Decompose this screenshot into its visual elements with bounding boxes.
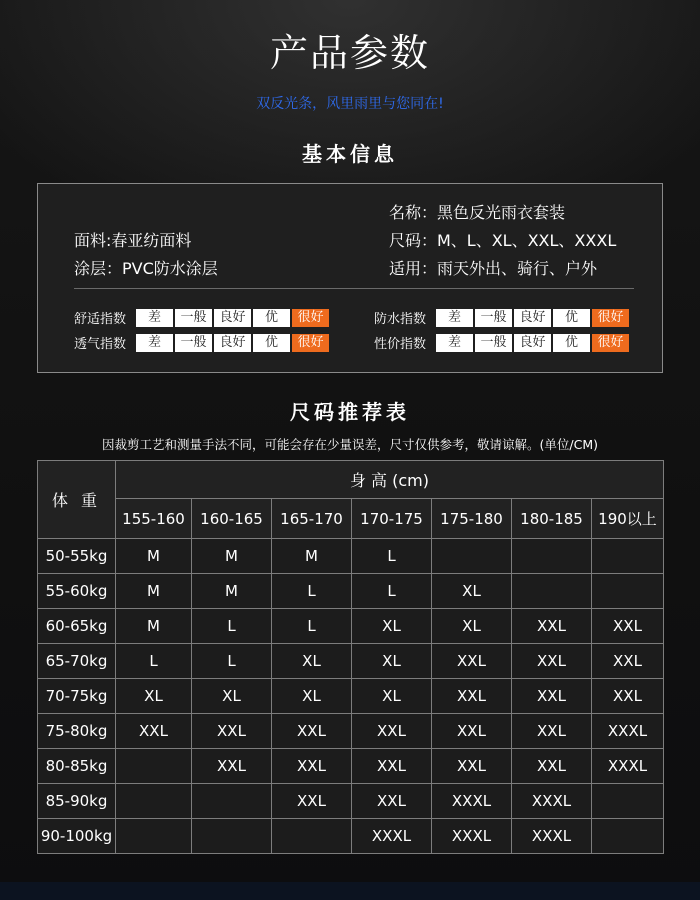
index-option: 一般 (475, 309, 512, 327)
table-row (38, 574, 664, 609)
weight-cell: 70-75kg (38, 679, 116, 714)
index-row-value (374, 333, 629, 352)
size-cell (592, 539, 664, 574)
size-cell: XXL (512, 679, 592, 714)
index-label: 透气指数 (74, 337, 127, 352)
size-cell: XXXL (592, 749, 664, 784)
weight-cell: 55-60kg (38, 574, 116, 609)
size-cell: XXXL (512, 784, 592, 819)
size-cell: XXXL (432, 819, 512, 854)
weight-cell: 90-100kg (38, 819, 116, 854)
size-cell: XXL (432, 714, 512, 749)
size-cell: XXL (512, 609, 592, 644)
size-cell: XL (352, 644, 432, 679)
size-cell (116, 749, 192, 784)
index-option-selected: 很好 (592, 309, 629, 327)
size-cell (592, 819, 664, 854)
size-cell: L (352, 574, 432, 609)
size-chart-note: 因裁剪工艺和测量手法不同，可能会存在少量误差，尺寸仅供参考，敬请谅解。(单位/CM) (102, 437, 598, 452)
table-row (38, 749, 664, 784)
size-cell: M (192, 574, 272, 609)
size-cell: XXL (272, 714, 352, 749)
weight-cell: 60-65kg (38, 609, 116, 644)
size-cell (116, 819, 192, 854)
size-cell: XL (116, 679, 192, 714)
size-cell: M (272, 539, 352, 574)
bottom-bar (0, 882, 700, 900)
index-option: 差 (436, 309, 473, 327)
product-coating: 涂层：PVC防水涂层 (74, 259, 218, 278)
product-name: 名称：黑色反光雨衣套装 (389, 203, 566, 222)
page-subtitle: 双反光条，风里雨里与您同在! (256, 96, 444, 112)
index-scale (136, 334, 329, 352)
size-cell: M (116, 539, 192, 574)
index-option: 良好 (214, 309, 251, 327)
size-cell (192, 819, 272, 854)
size-cell: XXL (432, 749, 512, 784)
table-row (38, 539, 664, 574)
index-option-selected: 很好 (292, 309, 329, 327)
size-cell: XXL (512, 749, 592, 784)
height-range-cell: 170-175 (352, 499, 432, 539)
size-cell: XXL (352, 784, 432, 819)
height-range-row (38, 499, 664, 539)
height-header: 身 高 (cm) (116, 461, 664, 499)
size-cell: XXL (432, 644, 512, 679)
size-cell: XXXL (512, 819, 592, 854)
table-row (38, 784, 664, 819)
page-title: 产品参数 (269, 31, 430, 75)
weight-cell: 75-80kg (38, 714, 116, 749)
size-cell: M (116, 609, 192, 644)
product-fabric: 面料:春亚纺面料 (74, 231, 192, 250)
size-cell: L (272, 609, 352, 644)
height-range-cell: 165-170 (272, 499, 352, 539)
size-cell: XXL (592, 609, 664, 644)
index-option: 一般 (475, 334, 512, 352)
index-option: 差 (136, 334, 173, 352)
table-row (38, 609, 664, 644)
product-size: 尺码：M、L、XL、XXL、XXXL (389, 231, 617, 250)
size-chart-heading: 尺码推荐表 (290, 400, 410, 424)
size-cell (192, 784, 272, 819)
size-cell: XXL (192, 749, 272, 784)
index-scale (136, 309, 329, 327)
index-option: 良好 (514, 309, 551, 327)
index-row-comfort (74, 308, 329, 327)
size-cell: L (116, 644, 192, 679)
index-option: 良好 (514, 334, 551, 352)
size-cell: XXL (352, 749, 432, 784)
index-label: 防水指数 (374, 312, 427, 327)
basic-info-heading: 基本信息 (302, 142, 398, 166)
weight-cell: 65-70kg (38, 644, 116, 679)
index-label: 性价指数 (374, 337, 427, 352)
index-option: 一般 (175, 309, 212, 327)
size-cell: XXL (272, 749, 352, 784)
index-option: 优 (553, 334, 590, 352)
size-cell: XXL (512, 714, 592, 749)
index-scale (436, 309, 629, 327)
table-row (38, 644, 664, 679)
size-chart-table (37, 460, 664, 854)
table-row (38, 714, 664, 749)
weight-cell: 85-90kg (38, 784, 116, 819)
size-cell (592, 574, 664, 609)
basic-info-panel (37, 183, 663, 373)
index-option-selected: 很好 (592, 334, 629, 352)
index-option: 差 (136, 309, 173, 327)
size-cell: XXL (592, 644, 664, 679)
size-cell (432, 539, 512, 574)
size-cell: XXL (352, 714, 432, 749)
size-cell: M (192, 539, 272, 574)
size-cell: XXL (592, 679, 664, 714)
size-cell (512, 539, 592, 574)
index-row-waterproof (374, 308, 629, 327)
index-option: 良好 (214, 334, 251, 352)
size-cell: XXL (192, 714, 272, 749)
size-cell (116, 784, 192, 819)
index-scale (436, 334, 629, 352)
table-row (38, 819, 664, 854)
size-cell (512, 574, 592, 609)
size-cell: XXXL (432, 784, 512, 819)
size-header-row (38, 461, 664, 499)
size-cell: L (272, 574, 352, 609)
height-range-cell: 190以上 (592, 499, 664, 539)
size-cell: XL (192, 679, 272, 714)
size-cell: XL (272, 679, 352, 714)
height-range-cell: 160-165 (192, 499, 272, 539)
size-cell: XXXL (592, 714, 664, 749)
size-cell: L (192, 609, 272, 644)
size-cell: XL (352, 679, 432, 714)
index-option-selected: 很好 (292, 334, 329, 352)
weight-cell: 50-55kg (38, 539, 116, 574)
height-range-cell: 175-180 (432, 499, 512, 539)
size-cell: XXL (512, 644, 592, 679)
height-range-cell: 155-160 (116, 499, 192, 539)
index-option: 优 (253, 334, 290, 352)
index-option: 优 (253, 309, 290, 327)
size-cell: XL (432, 574, 512, 609)
size-cell: L (192, 644, 272, 679)
size-cell: L (352, 539, 432, 574)
size-cell: XXL (272, 784, 352, 819)
weight-header: 体 重 (38, 461, 116, 539)
size-cell: XL (272, 644, 352, 679)
index-option: 差 (436, 334, 473, 352)
index-label: 舒适指数 (74, 312, 127, 327)
size-cell (272, 819, 352, 854)
size-cell: XL (352, 609, 432, 644)
index-option: 优 (553, 309, 590, 327)
index-row-breathability (74, 333, 329, 352)
size-cell: XXXL (352, 819, 432, 854)
size-chart-body (38, 461, 664, 854)
table-row (38, 679, 664, 714)
size-cell: XXL (116, 714, 192, 749)
size-cell: XXL (432, 679, 512, 714)
index-option: 一般 (175, 334, 212, 352)
product-usage: 适用：雨天外出、骑行、户外 (389, 259, 598, 278)
weight-cell: 80-85kg (38, 749, 116, 784)
size-cell: M (116, 574, 192, 609)
height-range-cell: 180-185 (512, 499, 592, 539)
size-cell (592, 784, 664, 819)
size-cell: XL (432, 609, 512, 644)
info-divider (74, 288, 634, 289)
